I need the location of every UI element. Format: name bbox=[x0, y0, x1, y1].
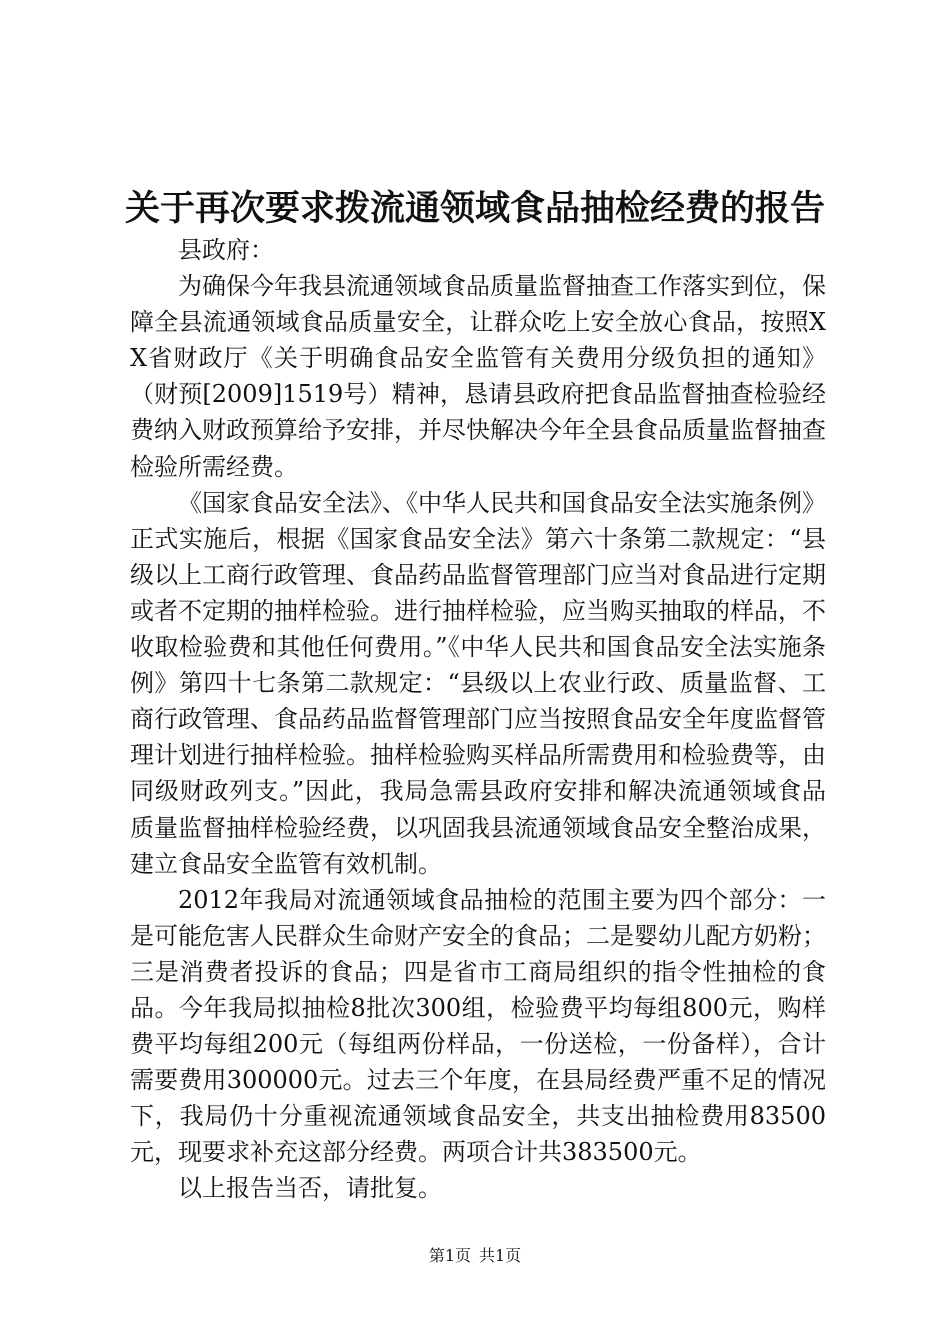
paragraph-3: 2012年我局对流通领域食品抽检的范围主要为四个部分：一是可能危害人民群众生命财产安全的食品；二是婴幼儿配方奶粉；三是消费者投诉的食品；四是省市工商局组织的指令性抽检的食品。今年我局拟抽检8批次300组，检验费平均每组800元，购样费平均每组200元（每组两份样品，一份送检，一份备样），合计需要费用300000元。过去三个年度，在县局经费严重不足的情况下，我局仍十分重视流通领域食品安全，共支出抽检费用83500元，现要求补充这部分经费。两项合计共383500元。 bbox=[130, 885, 826, 1167]
page-footer bbox=[0, 1246, 950, 1266]
document-title: 关于再次要求拨流通领域食品抽检经费的报告 bbox=[124, 188, 825, 229]
closing-line: 以上报告当否，请批复。 bbox=[178, 1174, 442, 1203]
salutation: 县政府： bbox=[178, 236, 274, 264]
page-total: 共1页 bbox=[479, 1246, 522, 1265]
page-number: 第1页 bbox=[428, 1246, 471, 1265]
paragraph-1: 为确保今年我县流通领域食品质量监督抽查工作落实到位，保障全县流通领域食品质量安全，让群众吃上安全放心食品，按照XX省财政厅《关于明确食品安全监管有关费用分级负担的通知》（财预[2009]1519号）精神，恳请县政府把食品监督抽查检验经费纳入财政预算给予安排，并尽快解决今年全县食品质量监督抽查检验所需经费。 bbox=[130, 272, 826, 481]
document-body bbox=[130, 232, 826, 1207]
paragraph-2: 《国家食品安全法》、《中华人民共和国食品安全法实施条例》正式实施后，根据《国家食品安全法》第六十条第二款规定：“县级以上工商行政管理、食品药品监督管理部门应当对食品进行定期或者不定期的抽样检验。进行抽样检验，应当购买抽取的样品，不收取检验费和其他任何费用。”《中华人民共和国食品安全法实施条例》第四十七条第二款规定：“县级以上农业行政、质量监督、工商行政管理、食品药品监督管理部门应当按照食品安全年度监督管理计划进行抽样检验。抽样检验购买样品所需费用和检验费等，由同级财政列支。”因此，我局急需县政府安排和解决流通领域食品质量监督抽样检验经费，以巩固我县流通领域食品安全整治成果，建立食品安全监管有效机制。 bbox=[130, 488, 826, 878]
